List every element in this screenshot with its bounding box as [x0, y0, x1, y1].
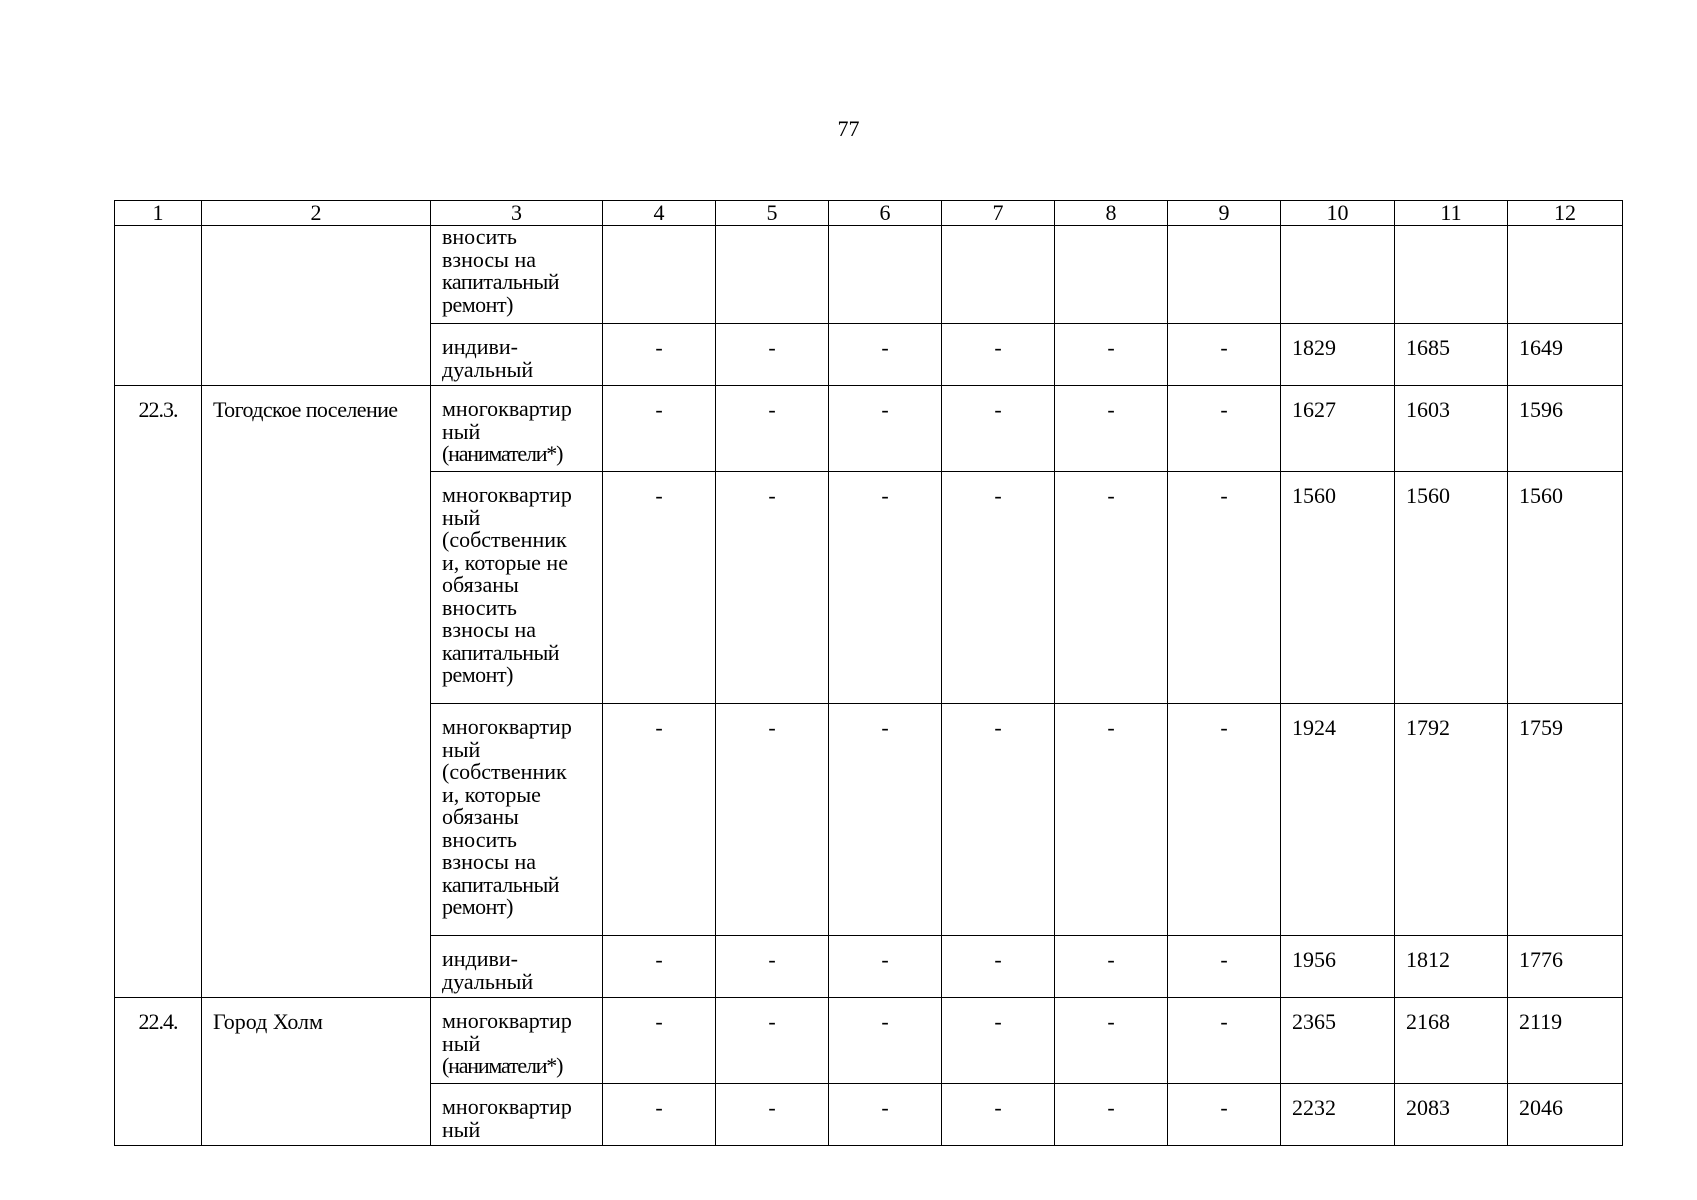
row-number-cell: [115, 998, 202, 1146]
value-cell: [1168, 704, 1281, 936]
value-cell: [603, 704, 716, 936]
tariff-value-cell: [1508, 936, 1623, 998]
housing-type-line: дуальный: [442, 968, 534, 994]
value-cell: [603, 472, 716, 704]
tariff-value-cell: [1508, 386, 1623, 472]
dash-value: [603, 226, 715, 238]
value-cell: [829, 998, 942, 1084]
col-header: 7: [942, 201, 1055, 226]
tariff-value-cell: [1281, 936, 1395, 998]
value-cell: [716, 386, 829, 472]
tariff-value: 2232: [1292, 1095, 1336, 1120]
tariff-value: 2083: [1406, 1095, 1450, 1120]
value-cell: [829, 936, 942, 998]
value-cell: [1055, 998, 1168, 1084]
housing-type-line: и, которые не: [442, 549, 568, 575]
tariff-value-cell: [1395, 998, 1508, 1084]
col-header: 4: [603, 201, 716, 226]
dash-value: -: [655, 1009, 663, 1034]
dash-value: -: [655, 947, 663, 972]
dash-value: -: [1220, 483, 1228, 508]
tariff-value: 1627: [1292, 397, 1336, 422]
value-cell: [1055, 226, 1168, 324]
tariff-value: 1759: [1519, 715, 1563, 740]
tariff-value: 1560: [1519, 483, 1563, 508]
value-cell: [829, 226, 942, 324]
tariff-value: 1829: [1292, 335, 1336, 360]
value-cell: [716, 226, 829, 324]
dash-value: [716, 226, 828, 238]
dash-value: -: [994, 483, 1002, 508]
value-cell: [1055, 704, 1168, 936]
col-header: 6: [829, 201, 942, 226]
value-cell: [942, 1084, 1055, 1146]
tariff-value: 1560: [1292, 483, 1336, 508]
column-number-row: [115, 201, 1623, 226]
housing-type-line: ный: [442, 504, 481, 530]
value-cell: [942, 998, 1055, 1084]
value-cell: [1168, 936, 1281, 998]
col-header: 9: [1168, 201, 1281, 226]
dash-value: -: [881, 335, 889, 360]
tariff-value: 1924: [1292, 715, 1336, 740]
housing-type-cell: [431, 386, 603, 472]
housing-type-line: многоквартир: [442, 714, 572, 739]
dash-value: -: [768, 1095, 776, 1120]
tariff-value: [1406, 226, 1507, 238]
tariff-value-cell: [1395, 226, 1508, 324]
housing-type-line: вносить: [442, 594, 517, 620]
housing-type-line: обязаны: [442, 572, 519, 597]
tariff-value: 1812: [1406, 947, 1450, 972]
tariff-value-cell: [1508, 324, 1623, 386]
housing-type-line: (наниматели*): [442, 1053, 563, 1078]
tariff-value: 2046: [1519, 1095, 1563, 1120]
dash-value: -: [1107, 947, 1115, 972]
housing-type-cell: [431, 1084, 603, 1146]
housing-type-line: капитальный: [442, 639, 560, 665]
dash-value: -: [655, 397, 663, 422]
dash-value: -: [768, 335, 776, 360]
housing-type-cell: [431, 226, 603, 324]
dash-value: -: [655, 715, 663, 740]
tariff-value-cell: [1508, 1084, 1623, 1146]
tariff-value-cell: [1508, 704, 1623, 936]
tariff-value: 1685: [1406, 335, 1450, 360]
housing-type-cell: [431, 704, 603, 936]
dash-value: -: [1107, 715, 1115, 740]
value-cell: [829, 472, 942, 704]
dash-value: -: [1220, 947, 1228, 972]
value-cell: [716, 472, 829, 704]
dash-value: -: [655, 483, 663, 508]
tariff-value: 1560: [1406, 483, 1450, 508]
tariff-value-cell: [1395, 704, 1508, 936]
value-cell: [1168, 472, 1281, 704]
dash-value: [1168, 226, 1280, 238]
housing-type-line: многоквартир: [442, 396, 572, 421]
housing-type-cell: [431, 998, 603, 1084]
value-cell: [603, 226, 716, 324]
tariff-value-cell: [1395, 936, 1508, 998]
tariff-value-cell: [1395, 472, 1508, 704]
value-cell: [1055, 386, 1168, 472]
dash-value: -: [1220, 397, 1228, 422]
value-cell: [1055, 324, 1168, 386]
value-cell: [829, 1084, 942, 1146]
tariff-value-cell: [1281, 704, 1395, 936]
dash-value: -: [994, 335, 1002, 360]
tariff-value-cell: [1281, 226, 1395, 324]
settlement-cell: [202, 998, 431, 1146]
col-header: 5: [716, 201, 829, 226]
dash-value: -: [1107, 335, 1115, 360]
housing-type-line: ремонт): [442, 662, 513, 687]
tariff-value-cell: [1395, 324, 1508, 386]
housing-type-line: обязаны: [442, 804, 519, 829]
dash-value: -: [1107, 483, 1115, 508]
housing-type-line: взносы на: [442, 849, 536, 874]
housing-type-line: многоквартир: [442, 482, 572, 507]
tariff-value: 2168: [1406, 1009, 1450, 1034]
value-cell: [1168, 324, 1281, 386]
dash-value: -: [994, 947, 1002, 972]
value-cell: [716, 998, 829, 1084]
housing-type-cell: [431, 472, 603, 704]
settlement-cell: [202, 386, 431, 998]
dash-value: [829, 226, 941, 238]
housing-type-line: ный: [442, 1030, 481, 1056]
housing-type-line: вносить: [442, 826, 517, 852]
tariff-value-cell: [1281, 472, 1395, 704]
housing-type-line: многоквартир: [442, 1094, 572, 1119]
settlement-name: Тогодское поселение: [213, 397, 398, 422]
settlement-cell: [202, 226, 431, 386]
dash-value: -: [768, 1009, 776, 1034]
tariff-value: [1519, 226, 1622, 238]
tariff-value: 1603: [1406, 397, 1450, 422]
col-header: 10: [1281, 201, 1395, 226]
value-cell: [716, 324, 829, 386]
dash-value: -: [1107, 397, 1115, 422]
col-header: 3: [431, 201, 603, 226]
value-cell: [1055, 1084, 1168, 1146]
tariff-value-cell: [1281, 998, 1395, 1084]
col-header: 1: [115, 201, 202, 226]
tariff-value-cell: [1395, 386, 1508, 472]
tariff-value: 1792: [1406, 715, 1450, 740]
value-cell: [1055, 472, 1168, 704]
dash-value: -: [1220, 1009, 1228, 1034]
table-row: [115, 226, 1623, 324]
dash-value: -: [1107, 1009, 1115, 1034]
dash-value: -: [994, 1009, 1002, 1034]
row-number: 22.3.: [138, 397, 178, 422]
dash-value: -: [881, 1095, 889, 1120]
tariff-value-cell: [1508, 472, 1623, 704]
housing-type-line: ный: [442, 1116, 481, 1142]
settlement-name: Город Холм: [213, 1009, 323, 1034]
dash-value: -: [768, 397, 776, 422]
table-row: [115, 386, 1623, 472]
dash-value: -: [1107, 1095, 1115, 1120]
value-cell: [716, 704, 829, 936]
housing-type-line: взносы на: [442, 246, 536, 272]
dash-value: -: [881, 715, 889, 740]
housing-type-cell: [431, 324, 603, 386]
dash-value: -: [994, 715, 1002, 740]
housing-type-line: индиви-: [442, 334, 519, 359]
tariff-value: 2119: [1519, 1009, 1563, 1034]
housing-type-line: дуальный: [442, 356, 534, 382]
dash-value: -: [768, 715, 776, 740]
col-header: 11: [1395, 201, 1508, 226]
housing-type-line: (собственник: [442, 527, 567, 552]
housing-type-cell: [431, 936, 603, 998]
value-cell: [1055, 936, 1168, 998]
dash-value: -: [994, 1095, 1002, 1120]
housing-type-line: (наниматели*): [442, 441, 563, 466]
housing-type-line: капитальный: [442, 269, 560, 294]
housing-type-line: индиви-: [442, 946, 519, 971]
tariff-value: 2365: [1292, 1009, 1336, 1034]
dash-value: -: [655, 335, 663, 360]
value-cell: [603, 1084, 716, 1146]
value-cell: [1168, 226, 1281, 324]
tariff-value: [1292, 226, 1394, 238]
col-header: 8: [1055, 201, 1168, 226]
dash-value: -: [1220, 1095, 1228, 1120]
dash-value: -: [768, 483, 776, 508]
tariff-value-cell: [1395, 1084, 1508, 1146]
dash-value: -: [768, 947, 776, 972]
dash-value: [1055, 226, 1167, 238]
page-number: 77: [837, 116, 860, 141]
value-cell: [942, 472, 1055, 704]
housing-type-line: взносы на: [442, 617, 536, 642]
housing-type-line: (собственник: [442, 759, 567, 784]
tariff-value-cell: [1508, 226, 1623, 324]
tariff-table: [114, 200, 1623, 1146]
row-number-cell: [115, 226, 202, 386]
value-cell: [603, 998, 716, 1084]
col-header: 2: [202, 201, 431, 226]
housing-type-line: ремонт): [442, 291, 513, 317]
dash-value: -: [1220, 335, 1228, 360]
value-cell: [942, 704, 1055, 936]
housing-type-line: ремонт): [442, 894, 513, 919]
col-header: 12: [1508, 201, 1623, 226]
dash-value: [942, 226, 1054, 238]
value-cell: [829, 386, 942, 472]
value-cell: [829, 704, 942, 936]
housing-type-line: ный: [442, 736, 481, 762]
dash-value: -: [881, 947, 889, 972]
dash-value: -: [881, 397, 889, 422]
dash-value: -: [881, 1009, 889, 1034]
housing-type-line: вносить: [442, 224, 517, 249]
value-cell: [1168, 386, 1281, 472]
value-cell: [942, 936, 1055, 998]
housing-type-line: и, которые: [442, 781, 541, 807]
value-cell: [829, 324, 942, 386]
dash-value: -: [655, 1095, 663, 1120]
value-cell: [716, 1084, 829, 1146]
tariff-value-cell: [1281, 1084, 1395, 1146]
value-cell: [1168, 1084, 1281, 1146]
tariff-value: 1596: [1519, 397, 1563, 422]
housing-type-line: ный: [442, 418, 481, 444]
value-cell: [1168, 998, 1281, 1084]
tariff-value: 1956: [1292, 947, 1336, 972]
row-number-cell: [115, 386, 202, 998]
table-row: [115, 998, 1623, 1084]
tariff-value-cell: [1281, 386, 1395, 472]
row-number: 22.4.: [138, 1009, 178, 1034]
housing-type-line: многоквартир: [442, 1008, 572, 1033]
tariff-value-cell: [1508, 998, 1623, 1084]
dash-value: -: [1220, 715, 1228, 740]
dash-value: -: [881, 483, 889, 508]
value-cell: [942, 386, 1055, 472]
value-cell: [603, 324, 716, 386]
value-cell: [942, 226, 1055, 324]
housing-type-line: капитальный: [442, 871, 560, 897]
value-cell: [603, 936, 716, 998]
value-cell: [942, 324, 1055, 386]
tariff-value-cell: [1281, 324, 1395, 386]
tariff-value: 1649: [1519, 335, 1563, 360]
tariff-value: 1776: [1519, 947, 1563, 972]
value-cell: [603, 386, 716, 472]
value-cell: [716, 936, 829, 998]
dash-value: -: [994, 397, 1002, 422]
